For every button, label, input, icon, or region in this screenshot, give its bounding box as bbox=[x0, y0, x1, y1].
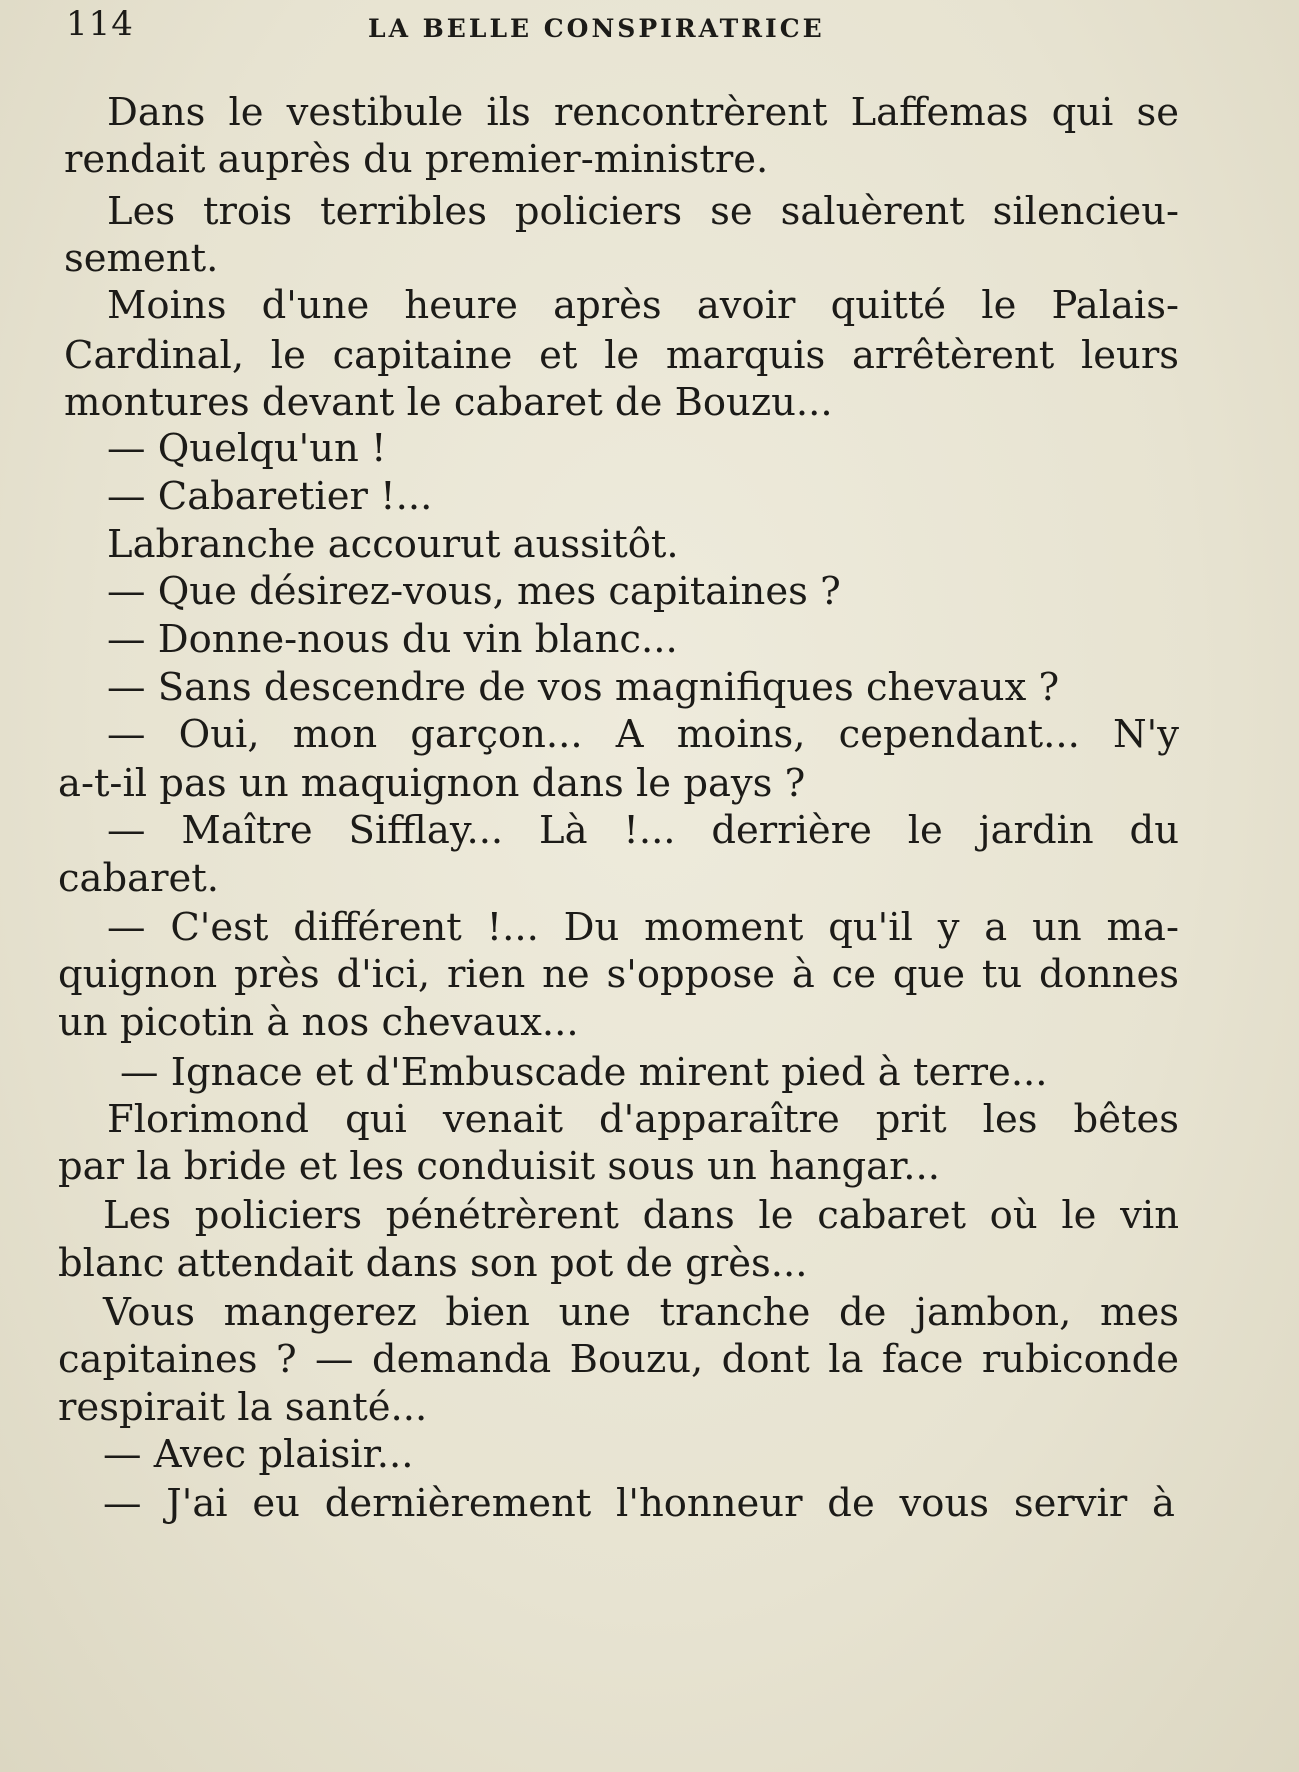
text-line: Les policiers pénétrèrent dans le cabaret où le vin bbox=[103, 1193, 1179, 1238]
text-line: Labranche accourut aussitôt. bbox=[107, 522, 679, 567]
running-title: LA BELLE CONSPIRATRICE bbox=[368, 14, 825, 43]
page-number: 114 bbox=[66, 4, 134, 44]
text-line: — Ignace et d'Embuscade mirent pied à terre... bbox=[120, 1050, 1048, 1095]
text-line: Moins d'une heure après avoir quitté le Palais- bbox=[107, 283, 1179, 328]
text-line: — Quelqu'un ! bbox=[107, 426, 387, 471]
text-line: — Que désirez-vous, mes capitaines ? bbox=[107, 569, 841, 614]
text-line: montures devant le cabaret de Bouzu... bbox=[64, 380, 833, 425]
text-line: capitaines ? — demanda Bouzu, dont la face rubiconde bbox=[58, 1337, 1179, 1382]
text-line: rendait auprès du premier-ministre. bbox=[64, 137, 769, 182]
text-line: — Oui, mon garçon... A moins, cependant... N'y bbox=[107, 712, 1179, 757]
text-line: Cardinal, le capitaine et le marquis arrêtèrent leurs bbox=[64, 333, 1179, 378]
text-line: Les trois terribles policiers se saluèrent silencieu- bbox=[107, 189, 1179, 234]
text-line: Vous mangerez bien une tranche de jambon, mes bbox=[103, 1290, 1179, 1335]
text-line: — J'ai eu dernièrement l'honneur de vous servir à bbox=[103, 1481, 1175, 1526]
text-line: un picotin à nos chevaux... bbox=[58, 1000, 579, 1045]
text-line: — Sans descendre de vos magnifiques chevaux ? bbox=[107, 665, 1060, 710]
text-line: quignon près d'ici, rien ne s'oppose à ce que tu donnes bbox=[58, 952, 1179, 997]
text-line: Florimond qui venait d'apparaître prit les bêtes bbox=[107, 1097, 1179, 1142]
text-line: — C'est différent !... Du moment qu'il y a un ma- bbox=[107, 905, 1179, 950]
text-line: cabaret. bbox=[58, 856, 220, 901]
text-line: a-t-il pas un maquignon dans le pays ? bbox=[58, 761, 806, 806]
text-line: — Donne-nous du vin blanc... bbox=[107, 617, 678, 662]
text-line: Dans le vestibule ils rencontrèrent Laffemas qui se bbox=[107, 90, 1179, 135]
text-line: sement. bbox=[64, 236, 219, 281]
text-line: blanc attendait dans son pot de grès... bbox=[58, 1241, 808, 1286]
text-line: respirait la santé... bbox=[58, 1385, 428, 1430]
text-line: — Maître Sifflay... Là !... derrière le jardin du bbox=[107, 808, 1179, 853]
text-line: — Cabaretier !... bbox=[107, 474, 433, 519]
text-line: — Avec plaisir... bbox=[103, 1432, 414, 1477]
text-line: par la bride et les conduisit sous un hangar... bbox=[58, 1144, 941, 1189]
